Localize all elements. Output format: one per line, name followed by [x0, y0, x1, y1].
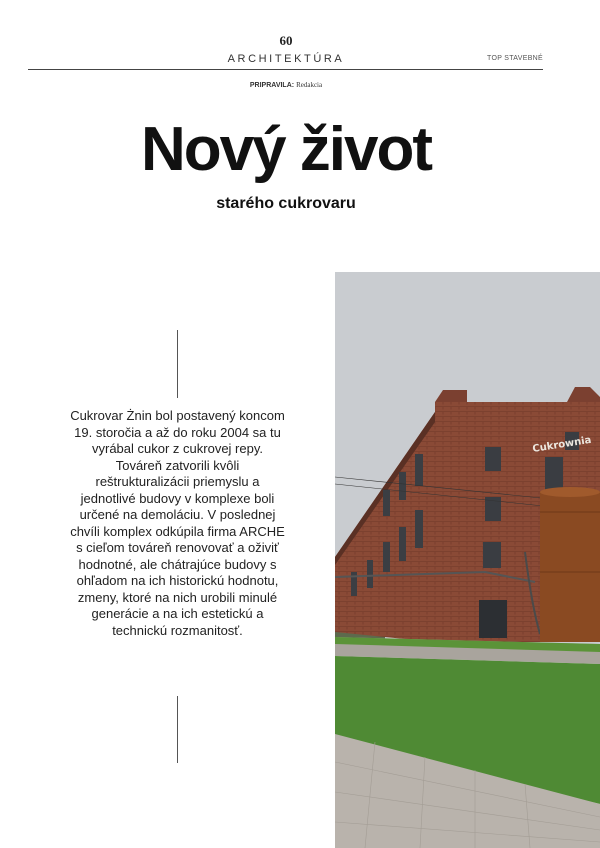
article-subtitle: starého cukrovaru: [216, 195, 356, 212]
credit-value: Redakcia: [296, 81, 323, 89]
header-rule: [28, 69, 543, 70]
credit-line: [0, 81, 572, 89]
photo-building-sign: Cukrownia: [531, 434, 593, 455]
photo-tank: [540, 492, 600, 642]
divider-line-top: [177, 330, 178, 398]
divider-line-bottom: [177, 696, 178, 763]
article-title: Nový život: [140, 115, 432, 184]
magazine-name: TOP STAVEBNÉ: [487, 55, 543, 62]
credit-label: PRIPRAVILA:: [249, 82, 295, 89]
factory-photo: [335, 272, 600, 848]
section-name: ARCHITEKTÚRA: [227, 53, 345, 65]
page-number: 60: [279, 33, 293, 48]
intro-text: Cukrovar Żnin bol postavený koncom 19. storočia a až do roku 2004 sa tu vyrábal cukor z cukrovej repy. Továreň zatvorili kvôli reštrukturalizácii priemyslu a jednotlivé budovy v komplexe boli určené na demoláciu. V poslednej chvíli komplex odkúpila firma ARCHE s cieľom továreň renovovať a oživiť hodnotné, ale chátrajúce budovy s ohľadom na ich historickú hodnotu, zmeny, ktoré na nich urobili minulé generácie a na ich estetickú a technickú rozmanitosť.: [70, 408, 285, 638]
